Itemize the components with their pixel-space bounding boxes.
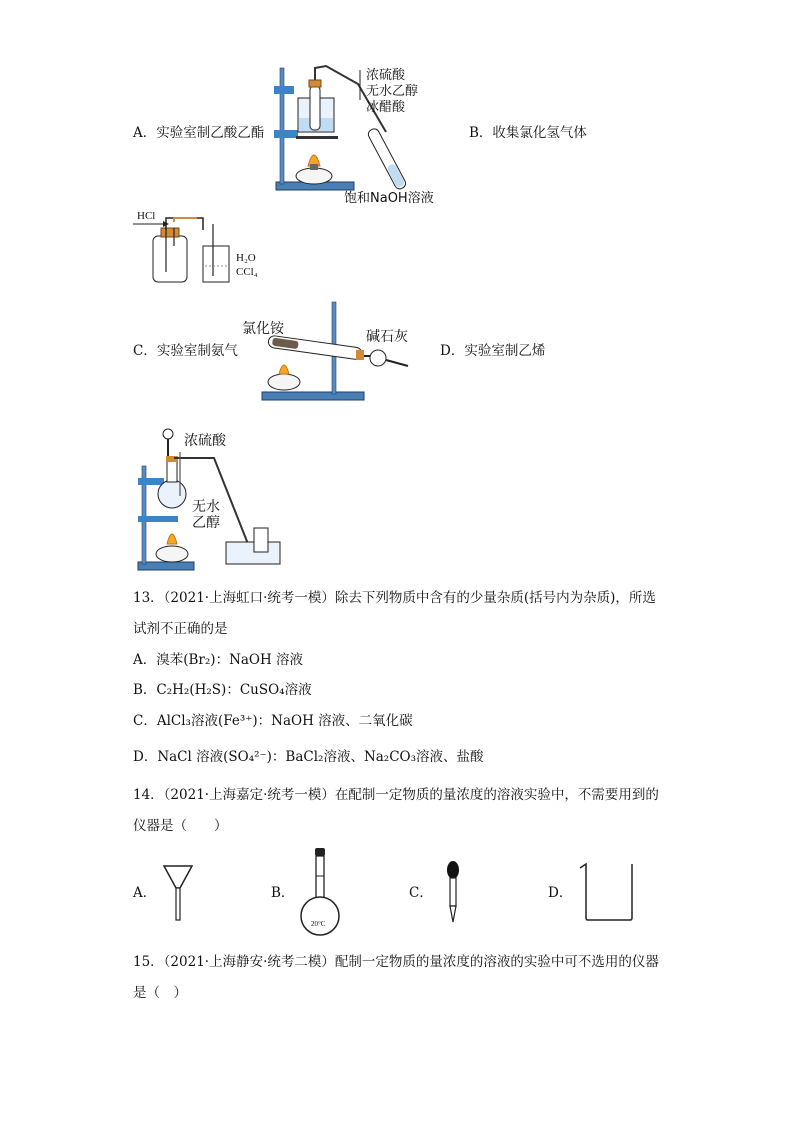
ammonia-apparatus-figure	[258, 300, 418, 410]
fig-c-label-soda-lime: 碱石灰	[366, 329, 408, 345]
q14-option-c-label: C．	[409, 885, 433, 901]
q13-option-c: C．AlCl₃溶液(Fe³⁺)：NaOH 溶液、二氧化碳	[133, 713, 413, 729]
q15-stem-line2: 是（ ）	[133, 985, 187, 1001]
q13-stem-line2: 试剂不正确的是	[133, 621, 228, 637]
q14-option-b-label: B．	[271, 885, 295, 901]
q13-option-a: A．溴苯(Br₂)：NaOH 溶液	[133, 652, 304, 668]
dropper-icon	[445, 860, 461, 924]
q14-stem-line1: 14．（2021·上海嘉定·统考一模）在配制一定物质的量浓度的溶液实验中，不需要用到的	[133, 787, 659, 803]
fig-a-label-ethanol: 无水乙醇	[366, 84, 419, 99]
fig-a-label-naoh: 饱和NaOH溶液	[344, 191, 434, 206]
option-c-label: C．实验室制氨气	[133, 343, 238, 359]
q13-option-b: B．C₂H₂(H₂S)：CuSO₄溶液	[133, 682, 312, 698]
option-d-label: D．实验室制乙烯	[440, 343, 546, 359]
fig-c-label-ammonium-chloride: 氯化铵	[242, 321, 284, 337]
option-b-label: B．收集氯化氢气体	[469, 125, 587, 141]
q15-stem-line1: 15．（2021·上海静安·统考二模）配制一定物质的量浓度的溶液的实验中可不选用的仪器	[133, 954, 659, 970]
hcl-collection-figure	[133, 206, 283, 286]
fig-d-label-ethanol: 乙醇	[192, 515, 220, 531]
fig-d-label-anhydrous: 无水	[192, 499, 220, 515]
fig-d-label-conc-sulfuric: 浓硫酸	[184, 433, 226, 449]
fig-b-label-h2o: H₂O	[236, 252, 256, 264]
beaker-icon	[578, 862, 636, 922]
flask-temperature-mark: 20°C	[311, 920, 326, 928]
funnel-icon	[162, 864, 194, 922]
fig-b-label-ccl4: CCl₄	[236, 266, 258, 278]
fig-a-label-acetic-acid: 冰醋酸	[366, 100, 406, 115]
q14-stem-line2: 仪器是（ ）	[133, 818, 228, 834]
q14-option-d-label: D．	[548, 885, 573, 901]
q13-stem-line1: 13．（2021·上海虹口·统考一模）除去下列物质中含有的少量杂质(括号内为杂质)，所选	[133, 590, 656, 606]
fig-a-label-conc-sulfuric: 浓硫酸	[366, 68, 406, 83]
fig-b-label-hcl: HCl	[137, 210, 156, 222]
q13-option-d: D．NaCl 溶液(SO₄²⁻)：BaCl₂溶液、Na₂CO₃溶液、盐酸	[133, 749, 484, 765]
q14-option-a-label: A．	[133, 885, 157, 901]
option-a-label: A．实验室制乙酸乙酯	[133, 125, 265, 141]
